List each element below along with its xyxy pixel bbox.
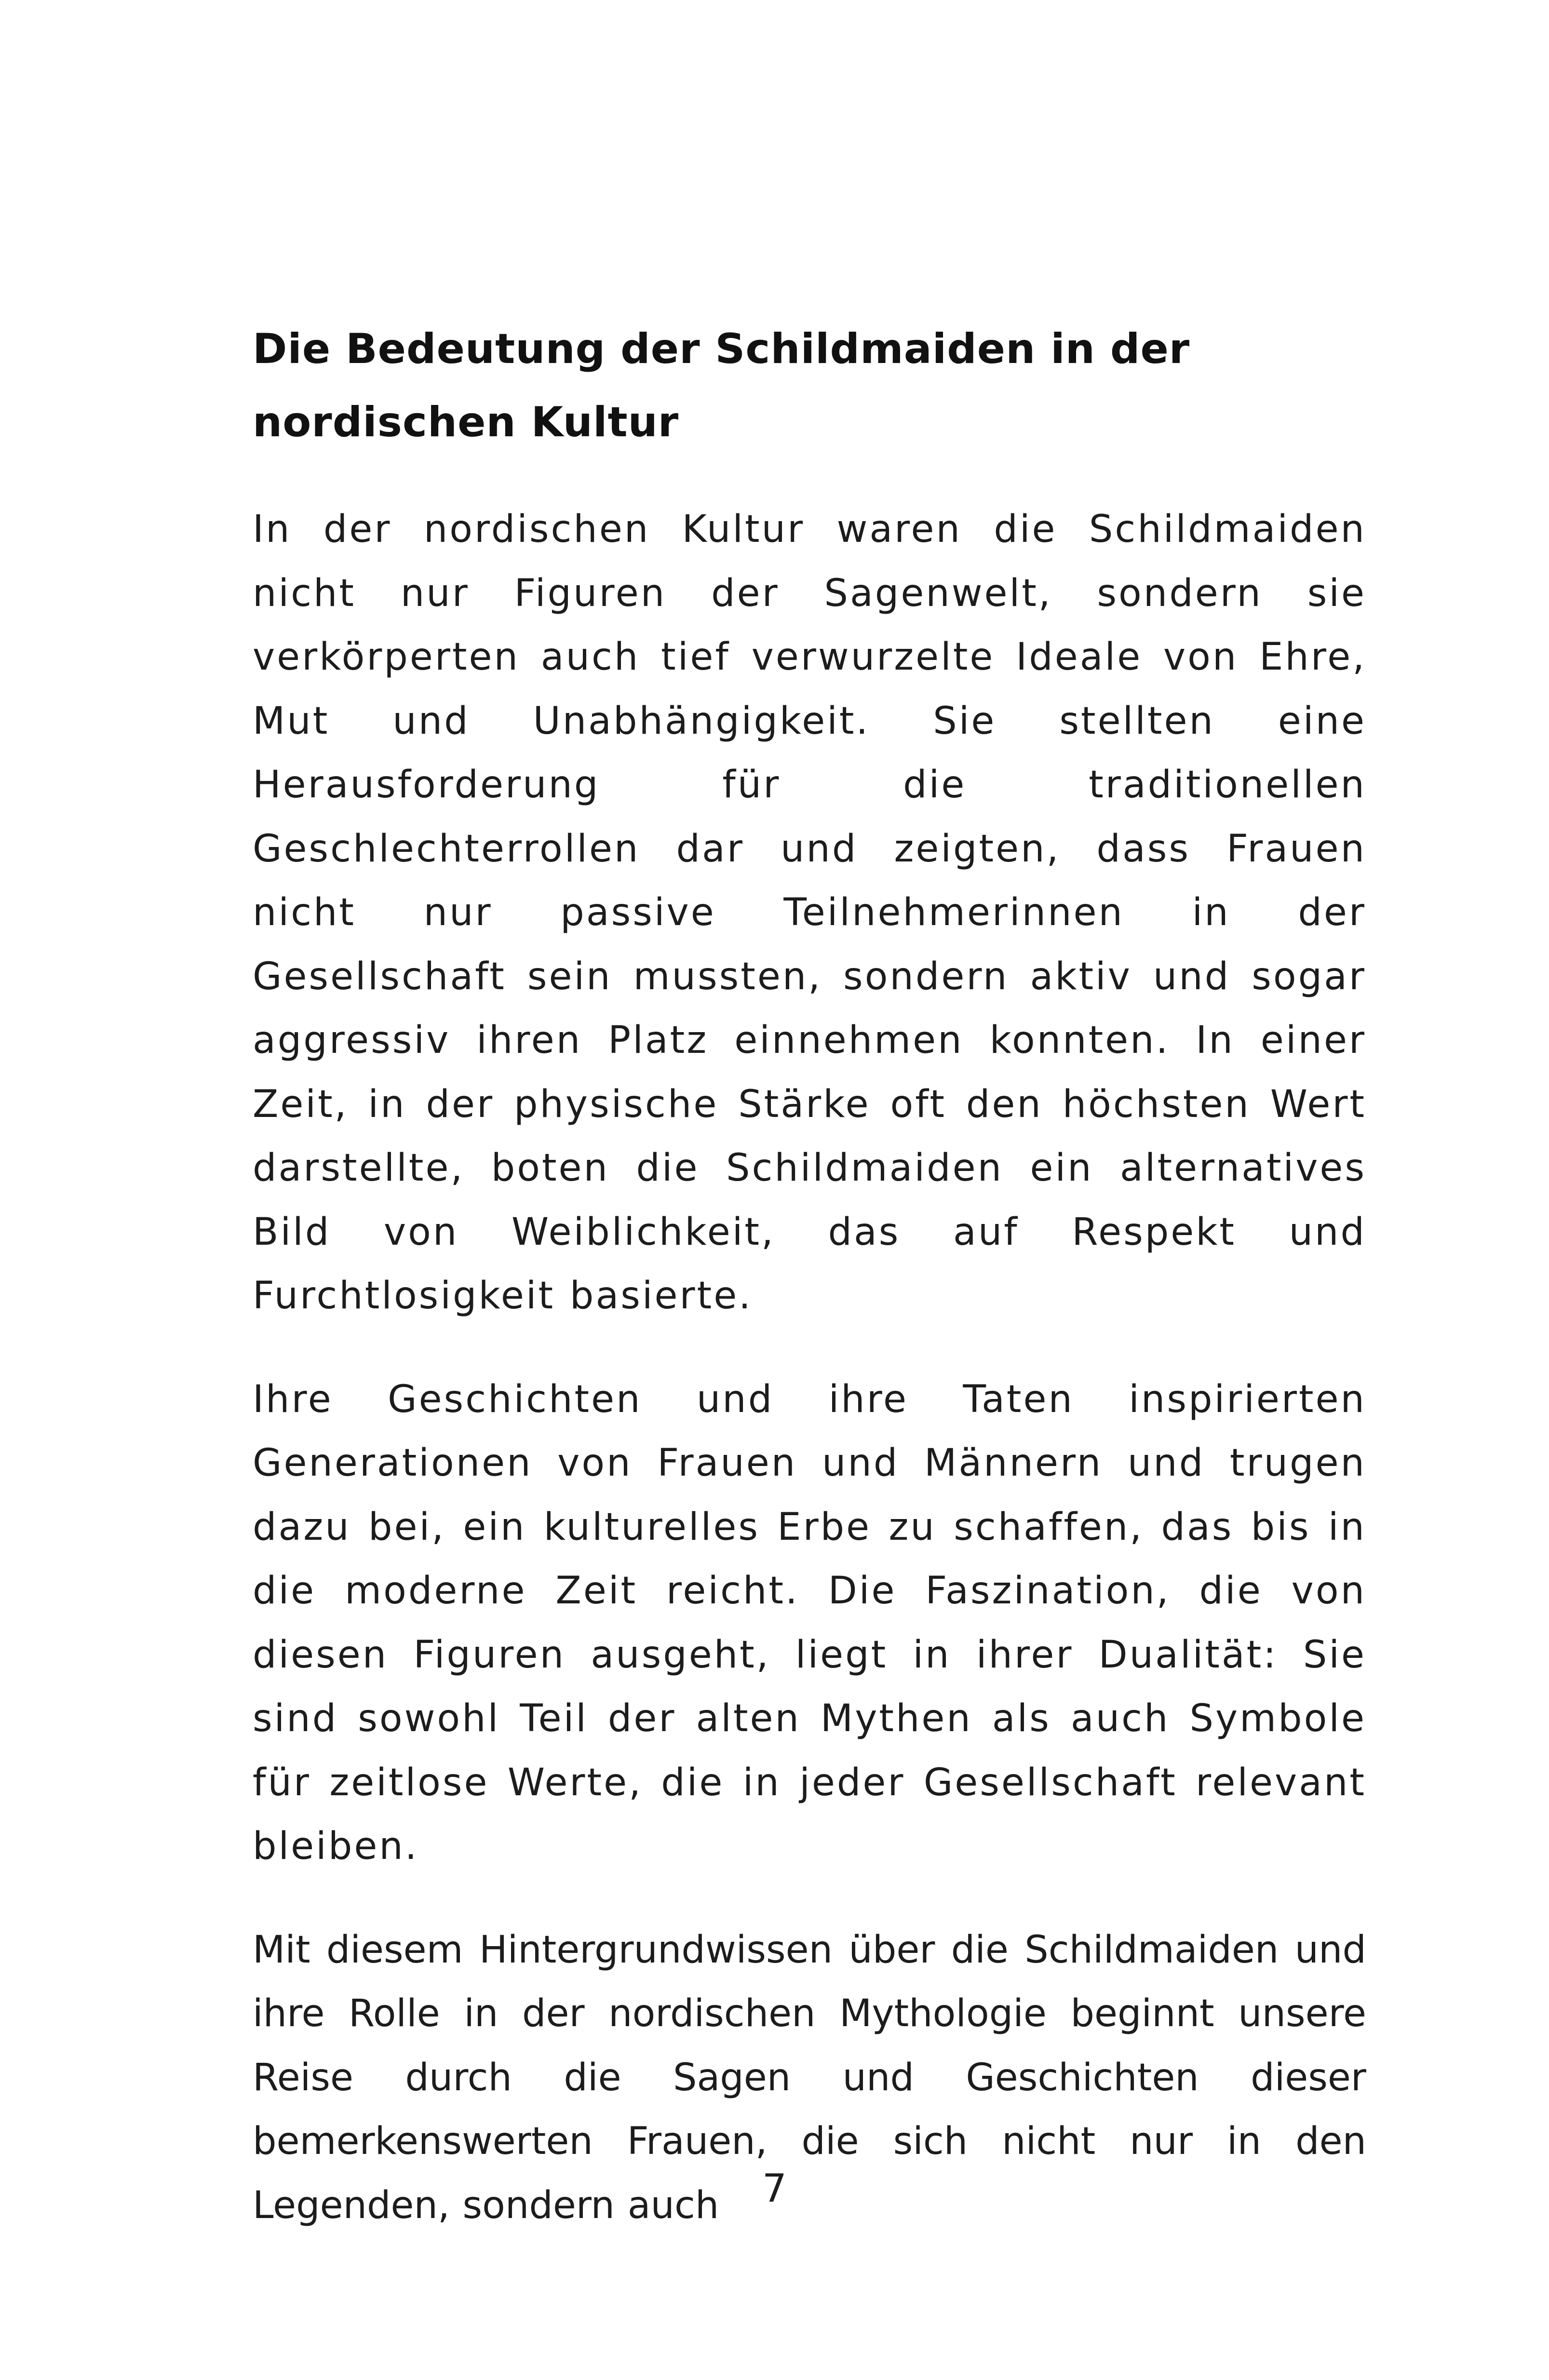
paragraph-1: In der nordischen Kultur waren die Schildmaiden nicht nur Figuren der Sagenwelt, sondern sie verkörperten auch tief verwurzelte Ideale von Ehre, Mut und Unabhängigkeit. Sie stellten eine Herausforderung für die traditionellen Geschlechterrollen dar und zeigten, dass Frauen nicht nur passive Teilnehmerinnen in der Gesellschaft sein mussten, sondern aktiv und sogar aggressiv ihren Platz einnehmen konnten. In einer Zeit, in der physische Stärke oft den höchsten Wert darstellte, boten die Schildmaiden ein alternatives Bild von Weiblichkeit, das auf Respekt und Furchtlosigkeit basierte. [253, 508, 1366, 1318]
page-content [253, 312, 1366, 2277]
section-heading: Die Bedeutung der Schildmaiden in der nordischen Kultur [253, 325, 1190, 446]
paragraph-2: Ihre Geschichten und ihre Taten inspirierten Generationen von Frauen und Männern und trugen dazu bei, ein kulturelles Erbe zu schaffen, das bis in die moderne Zeit reicht. Die Faszination, die von diesen Figuren ausgeht, liegt in ihrer Dualität: Sie sind sowohl Teil der alten Mythen als auch Symbole für zeitlose Werte, die in jeder Gesellschaft relevant bleiben. [253, 1377, 1366, 1868]
page-number: 7 [762, 2166, 787, 2211]
paragraph-3: Mit diesem Hintergrundwissen über die Schildmaiden und ihre Rolle in der nordischen Mythologie beginnt unsere Reise durch die Sagen und Geschichten dieser bemerkenswerten Frauen, die sich nicht nur in den Legenden, sondern auch [253, 1928, 1366, 2227]
